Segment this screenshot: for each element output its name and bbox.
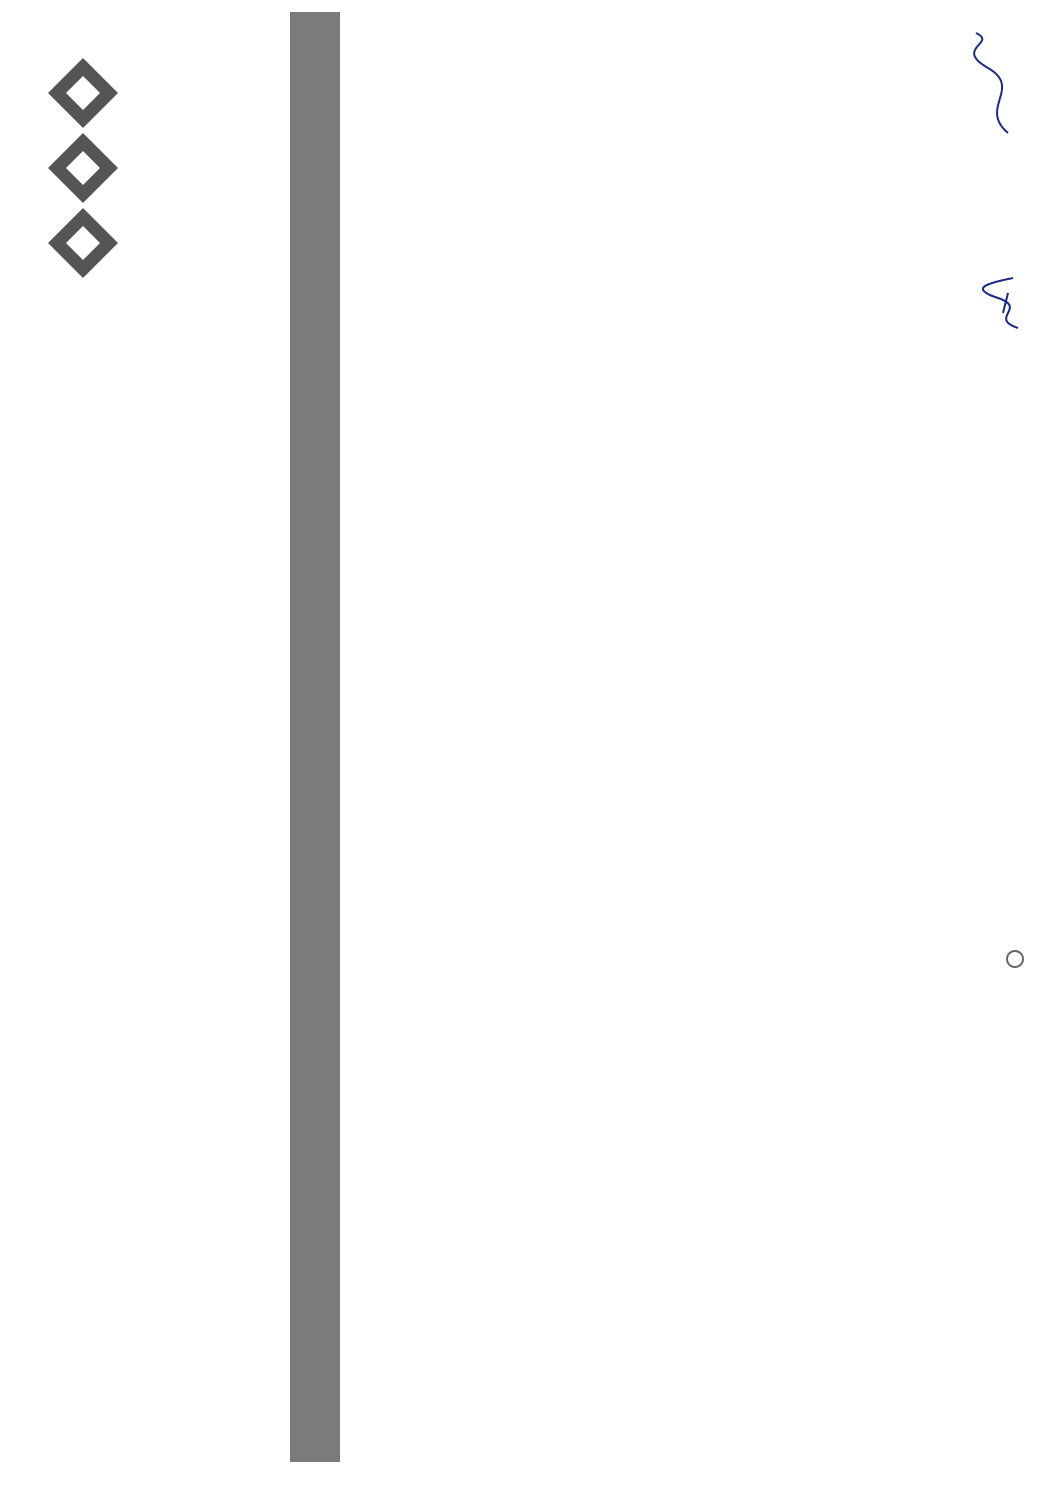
eco-footer	[1006, 944, 1024, 968]
col-header-previsao-atualizada	[290, 387, 340, 580]
report-page	[8, 18, 1038, 1488]
initials-signature-icon	[968, 268, 1038, 338]
col-header-receitas-realizadas	[290, 194, 340, 387]
budget-table	[290, 12, 340, 1462]
signature-icon	[968, 28, 1028, 138]
cra-logo-icon	[38, 53, 278, 283]
col-header-saldo	[290, 12, 340, 194]
table-header-row	[290, 12, 340, 1462]
col-header-receitas	[290, 772, 340, 1462]
col-header-previsao-inicial	[290, 579, 340, 772]
recycle-icon	[1006, 950, 1024, 968]
